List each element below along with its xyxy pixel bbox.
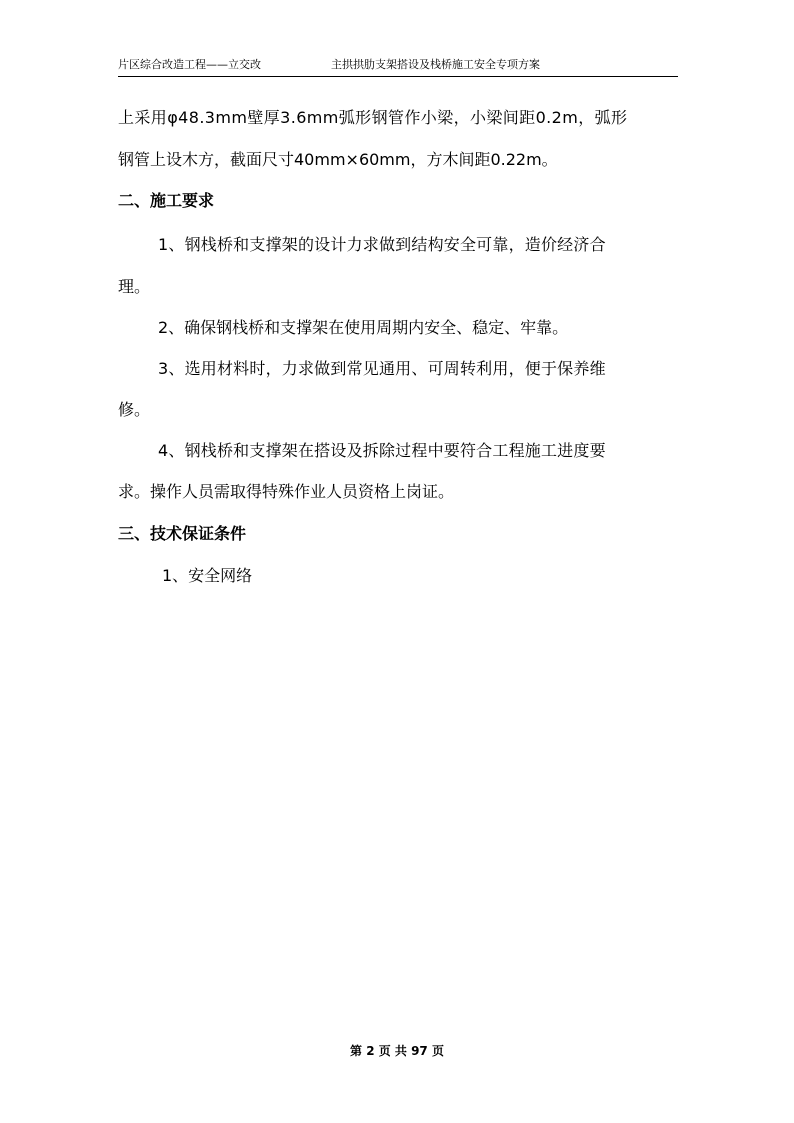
list-item-continuation: 修。 <box>118 400 151 419</box>
list-item-continuation: 理。 <box>118 277 151 296</box>
page-header <box>118 56 678 77</box>
section-heading-construction-requirements: 二、施工要求 <box>118 191 215 210</box>
list-item: 1、钢栈桥和支撑架的设计力求做到结构安全可靠，造价经济合 <box>158 235 606 254</box>
list-item: 2、确保钢栈桥和支撑架在使用周期内安全、稳定、牢靠。 <box>158 318 569 337</box>
section-heading-technical-guarantee: 三、技术保证条件 <box>118 524 247 543</box>
page-number: 第 2 页 共 97 页 <box>350 1044 444 1058</box>
list-item: 3、选用材料时，力求做到常见通用、可周转利用，便于保养维 <box>158 359 606 378</box>
list-item: 4、钢栈桥和支撑架在搭设及拆除过程中要符合工程施工进度要 <box>158 441 606 460</box>
paragraph-line: 上采用φ48.3mm壁厚3.6mm弧形钢管作小梁，小梁间距0.2m，弧形 <box>118 108 628 127</box>
subsection-item: 1、安全网络 <box>162 566 253 585</box>
list-item-continuation: 求。操作人员需取得特殊作业人员资格上岗证。 <box>118 482 455 501</box>
header-project-name: 片区综合改造工程——立交改 <box>118 58 261 71</box>
header-document-title: 主拱拱肋支架搭设及栈桥施工安全专项方案 <box>331 58 540 71</box>
paragraph-line: 钢管上设木方，截面尺寸40mm×60mm，方木间距0.22m。 <box>118 150 558 169</box>
